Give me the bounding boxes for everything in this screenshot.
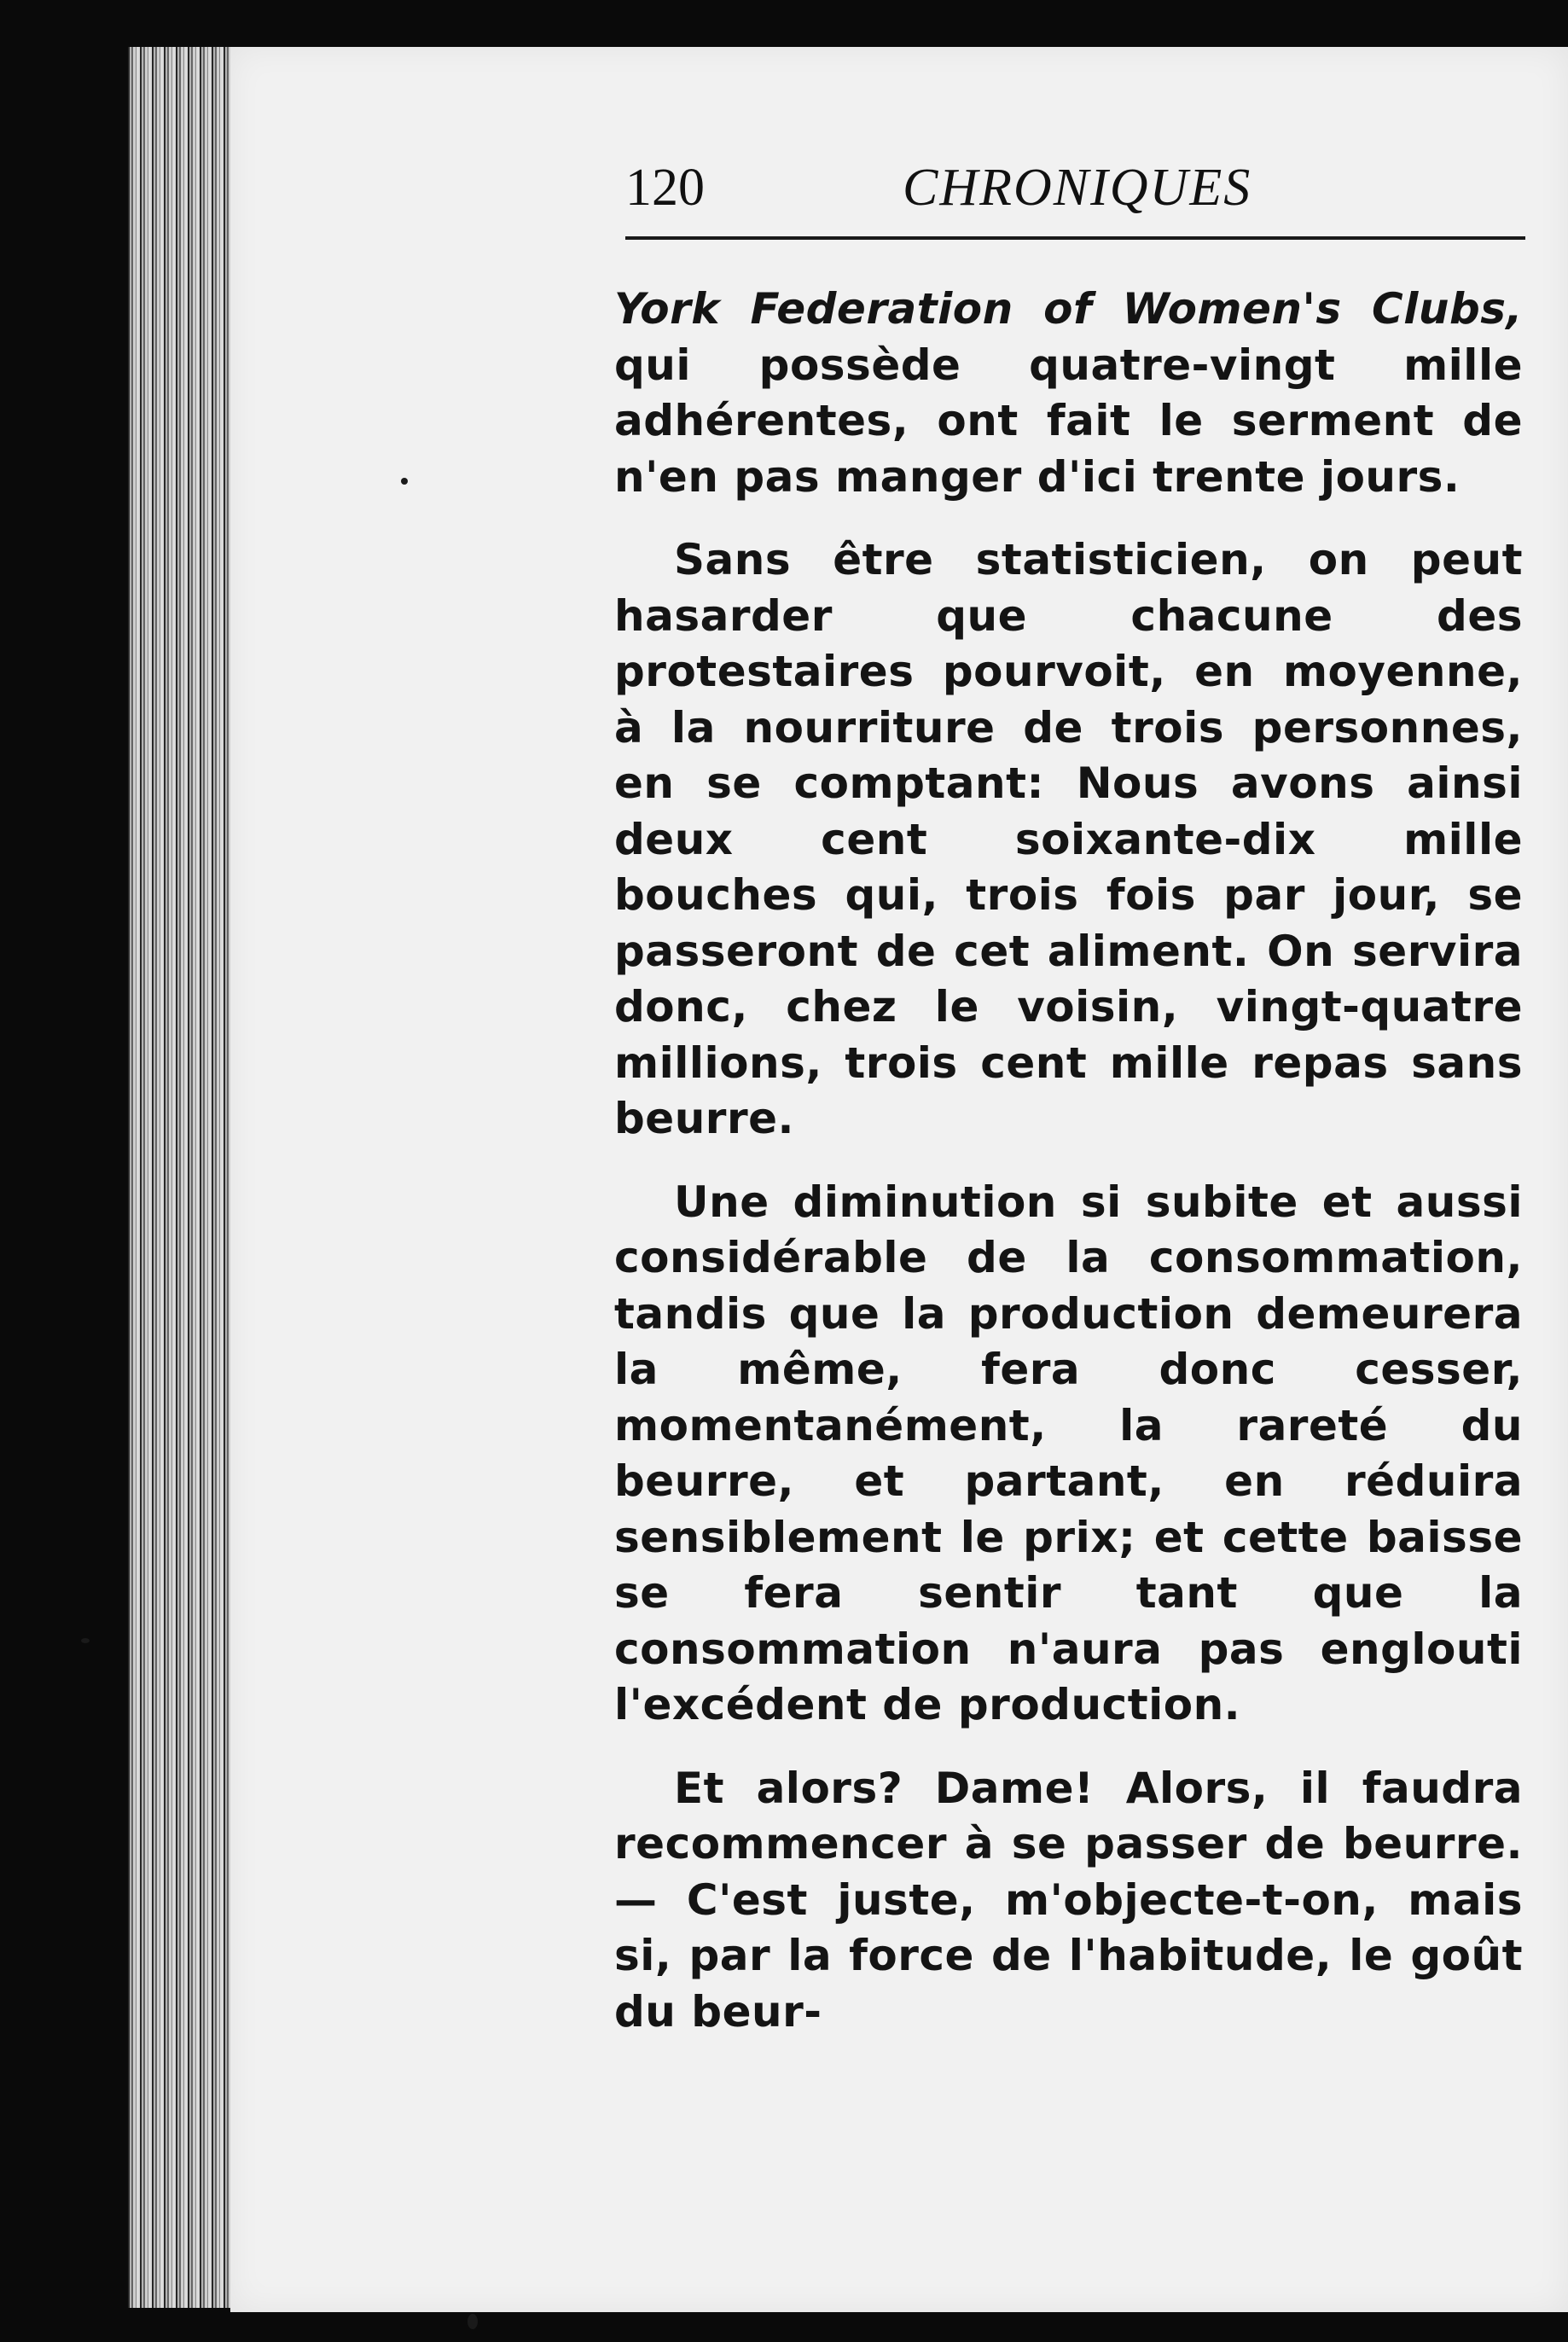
paragraph-1-text: qui possède quatre-vingt mille adhérentes, ont fait le serment de n'en pas manger d'ici trente jours. (614, 340, 1523, 502)
paragraph-1 (614, 282, 1523, 505)
body-text (614, 282, 1523, 2040)
scan-speck (401, 478, 408, 485)
page-number: 120 (625, 159, 705, 217)
italic-lead: York Federation of Women's Clubs, (614, 284, 1523, 334)
scan-speck (467, 2314, 478, 2329)
scan-speck (81, 1638, 90, 1643)
paragraph-3: Une diminution si subite et aussi considérable de la consommation, tandis que la production demeurera la même, fera donc cesser, momentanément, la rareté du beurre, et partant, en réduira sensiblement le prix; et cette baisse se fera sentir tant que la consommation n'aura pas englouti l'excédent de production. (614, 1177, 1523, 1729)
paragraph-2: Sans être statisticien, on peut hasarder que chacune des protestaires pourvoit, en moyenne, à la nourriture de trois personnes, en se comptant: Nous avons ainsi deux cent soixante-dix mille bouches qui, trois fois par jour, se passeront de cet aliment. On servira donc, chez le voisin, vingt-quatre millions, trois cent mille repas sans beurre. (614, 535, 1523, 1143)
page-header (625, 158, 1525, 240)
running-head: CHRONIQUES (903, 159, 1252, 217)
paragraph-4: Et alors? Dame! Alors, il faudra recommencer à se passer de beurre.— C'est juste, m'objecte-t-on, mais si, par la force de l'habitude, le goût du beur- (614, 1763, 1523, 2037)
